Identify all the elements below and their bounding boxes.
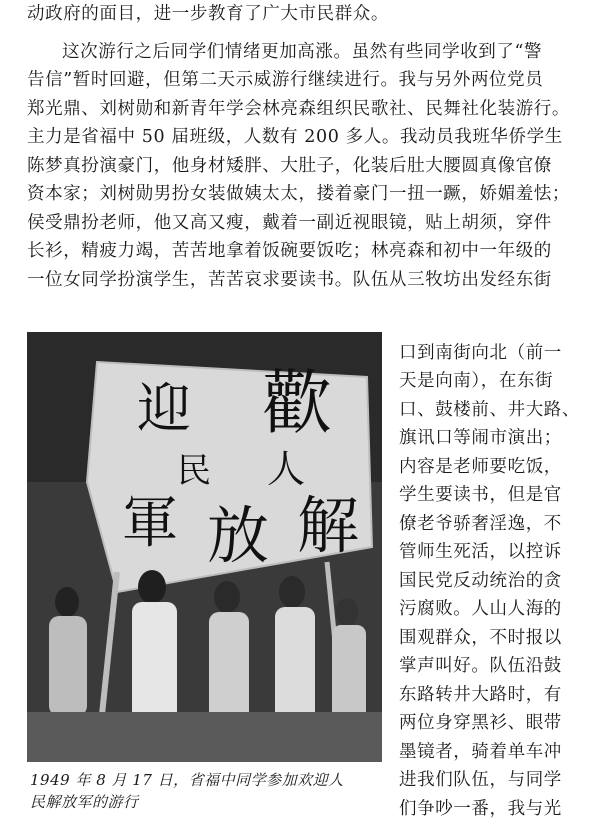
banner-char: 民 (177, 451, 211, 491)
text-line: 进我们队伍，与同学 (399, 770, 562, 790)
text-line: 天是向南），在东街 (399, 371, 554, 391)
text-line: 口到南街向北（前一 (399, 343, 562, 363)
parade-photo (27, 332, 382, 762)
text-line: 侯受鼎扮老师，他又高又瘦，戴着一副近视眼镜，贴上胡须，穿件 (27, 213, 552, 233)
banner-char: 迎 (137, 377, 191, 440)
parade-photo-illustration (27, 332, 382, 762)
banner-char: 歡 (262, 362, 332, 444)
text-line: 国民党反动统治的贪 (399, 571, 562, 591)
text-line: 掌声叫好。队伍沿鼓 (399, 656, 562, 676)
text-line: 墨镜者，骑着单车冲 (399, 742, 562, 762)
text-line: 内容是老师要吃饭， (399, 457, 562, 477)
banner-char: 解 (297, 489, 360, 562)
text-line: 这次游行之后同学们情绪更加高涨。虽然有些同学收到了“警 (62, 42, 543, 62)
banner-char: 軍 (122, 491, 178, 556)
text-line: 长衫，精疲力竭，苦苦地拿着饭碗要饭吃；林亮森和初中一年级的 (27, 241, 552, 261)
text-line: 东路转井大路时，有 (399, 685, 562, 705)
text-line: 主力是省福中 50 届班级，人数有 200 多人。我动员我班华侨学生 (27, 127, 563, 147)
photo-caption: 民解放军的游行 (30, 793, 139, 811)
text-line: 一位女同学扮演学生，苦苦哀求要读书。队伍从三牧坊出发经东街 (27, 270, 552, 290)
text-line: 围观群众，不时报以 (399, 628, 562, 648)
text-line: 污腐败。人山人海的 (399, 599, 562, 619)
text-line: 郑光鼎、刘树勋和新青年学会林亮森组织民歌社、民舞社化装游行。 (27, 99, 570, 119)
text-line: 口、鼓楼前、井大路、 (399, 400, 580, 420)
text-line: 学生要读书，但是官 (399, 485, 562, 505)
photo-caption: 1949 年 8 月 17 日，省福中同学参加欢迎人 (30, 771, 344, 789)
banner-char: 人 (267, 447, 306, 491)
text-line: 两位身穿黑衫、眼带 (399, 713, 562, 733)
text-line: 们争吵一番，我与光 (399, 799, 562, 819)
text-line: 资本家；刘树勋男扮女装做姨太太，搂着豪门一扭一蹶，娇媚羞怯； (27, 184, 570, 204)
text-line: 动政府的面目，进一步教育了广大市民群众。 (27, 4, 389, 24)
text-line: 陈梦真扮演豪门，他身材矮胖、大肚子，化装后肚大腰圆真像官僚 (27, 156, 552, 176)
text-line: 告信”暂时回避，但第二天示威游行继续进行。我与另外两位党员 (27, 70, 544, 90)
banner-char: 放 (207, 499, 270, 572)
text-line: 管师生死活，以控诉 (399, 542, 562, 562)
text-line: 僚老爷骄奢淫逸，不 (399, 514, 562, 534)
text-line: 旗讯口等闹市演出； (399, 428, 562, 448)
